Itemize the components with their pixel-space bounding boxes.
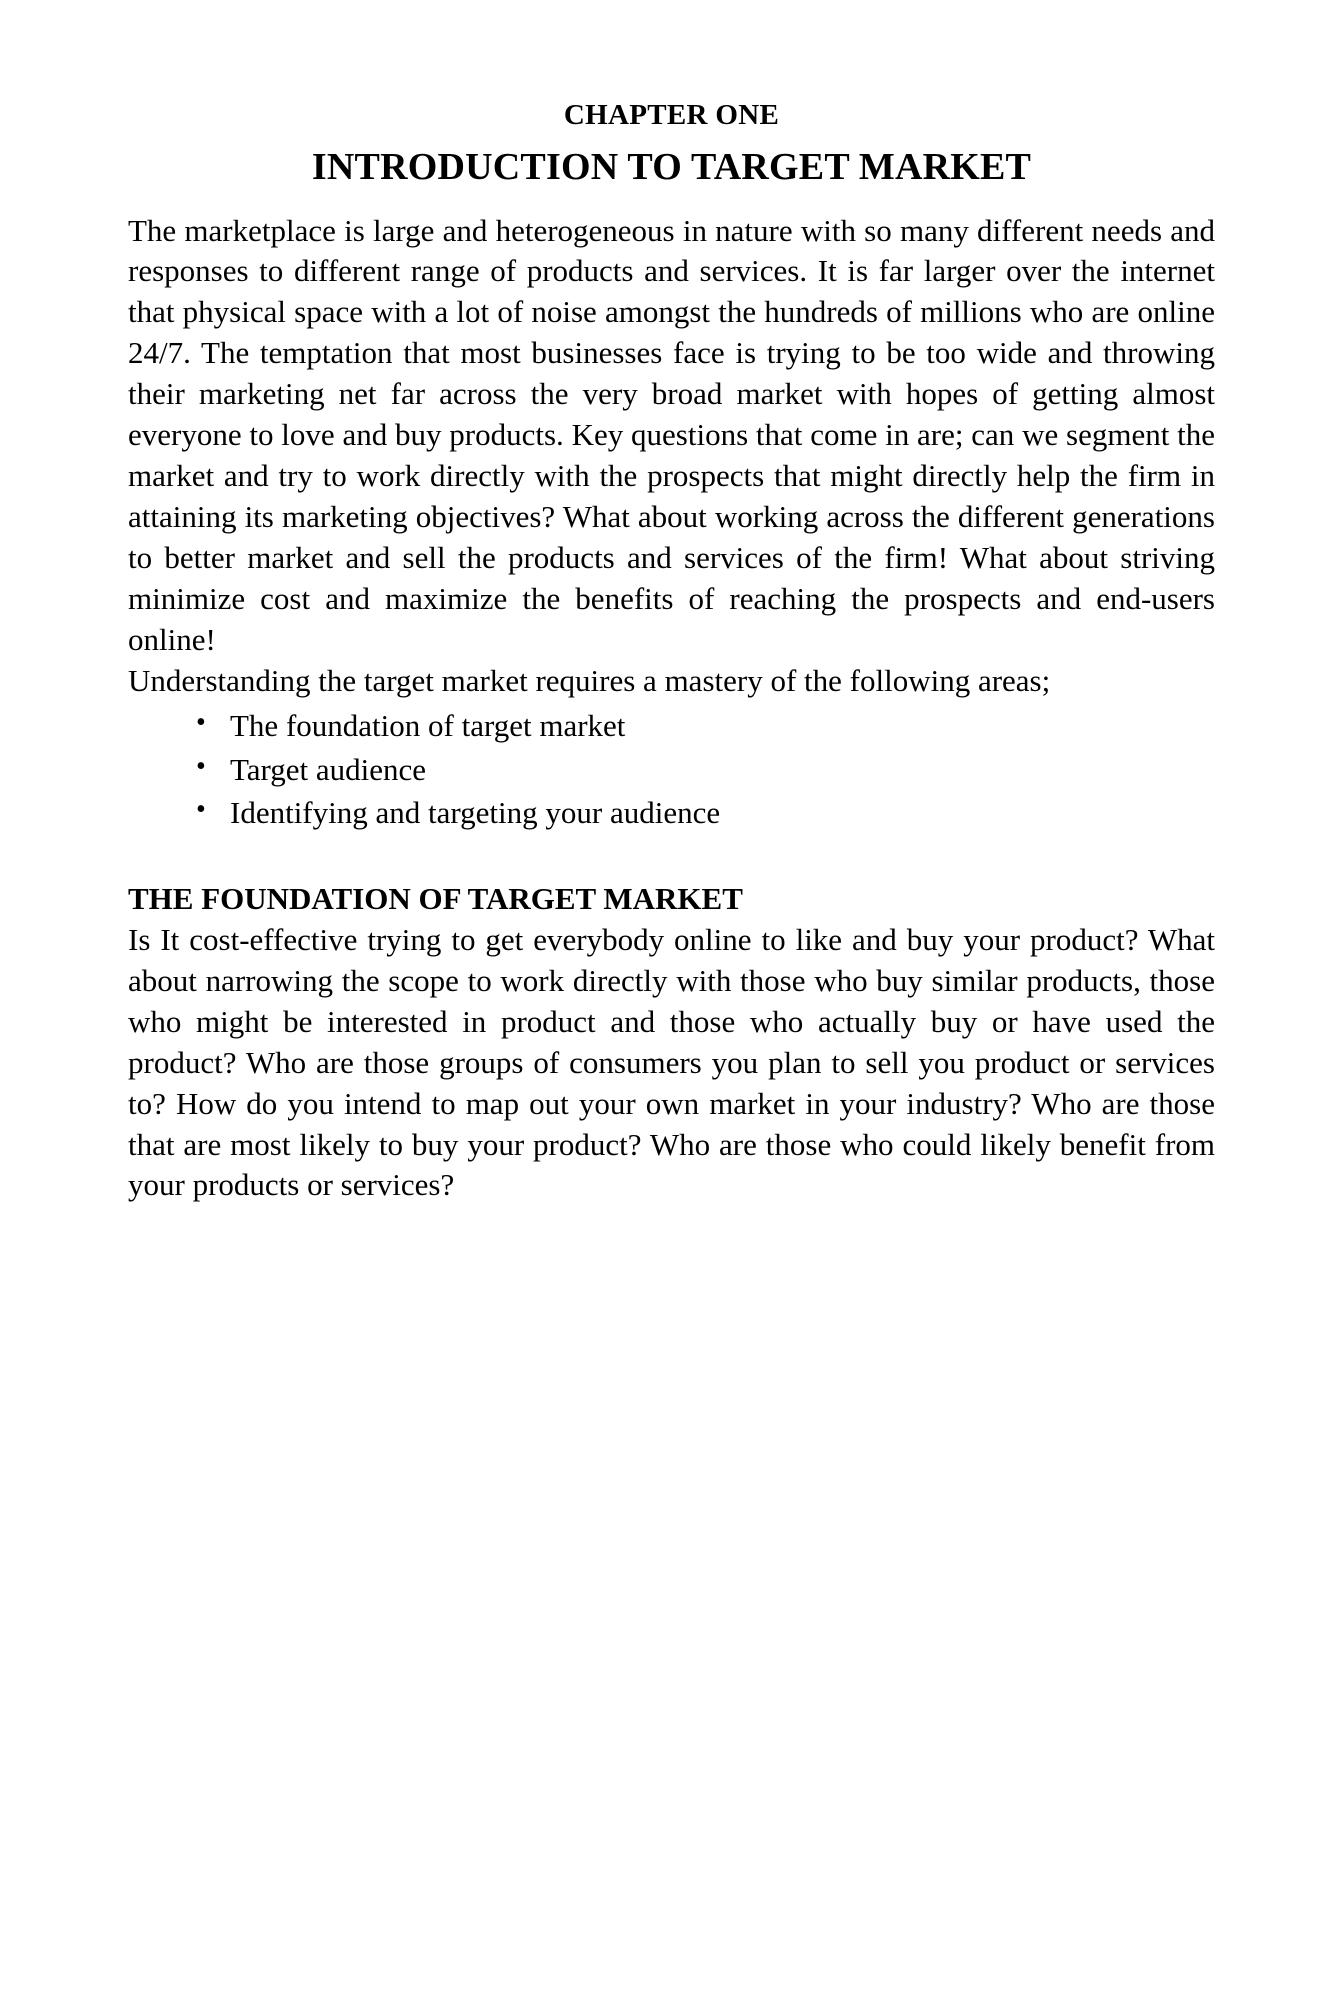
intro-paragraph: The marketplace is large and heterogeneous in nature with so many different needs and responses to different range of products and services. It is far larger over the internet that physical space with a lot of noise amongst the hundreds of millions who are online 24/7. The temptation that most businesses face is trying to be too wide and throwing their marketing net far across the very broad market with hopes of getting almost everyone to love and buy products. Key questions that come in are; can we segment the market and try to work directly with the prospects that might directly help the firm in attaining its marketing objectives? What about working across the different generations to better market and sell the products and services of the firm! What about striving minimize cost and maximize the benefits of reaching the prospects and end-users online! [128, 212, 1215, 657]
chapter-label: CHAPTER ONE [563, 99, 780, 131]
page-title: INTRODUCTION TO TARGET MARKET [311, 146, 1032, 189]
understanding-paragraph: Understanding the target market requires a mastery of the following areas; [128, 662, 1051, 698]
section-paragraph: Is It cost-effective trying to get everybody online to like and buy your product? What about narrowing the scope to work directly with those who buy similar products, those who might be interested in product and those who actually buy or have used the product? Who are those groups of consumers you plan to sell you product or services to? How do you intend to map out your own market in your industry? Who are those that are most likely to buy your product? Who are those who could likely benefit from your products or services? [128, 921, 1215, 1203]
list-item: • The foundation of target market [190, 705, 1215, 746]
focus-areas-list [128, 705, 1215, 833]
section-heading: THE FOUNDATION OF TARGET MARKET [128, 881, 743, 917]
list-item: • Identifying and targeting your audience [190, 792, 1215, 833]
list-item: • Target audience [190, 749, 1215, 790]
